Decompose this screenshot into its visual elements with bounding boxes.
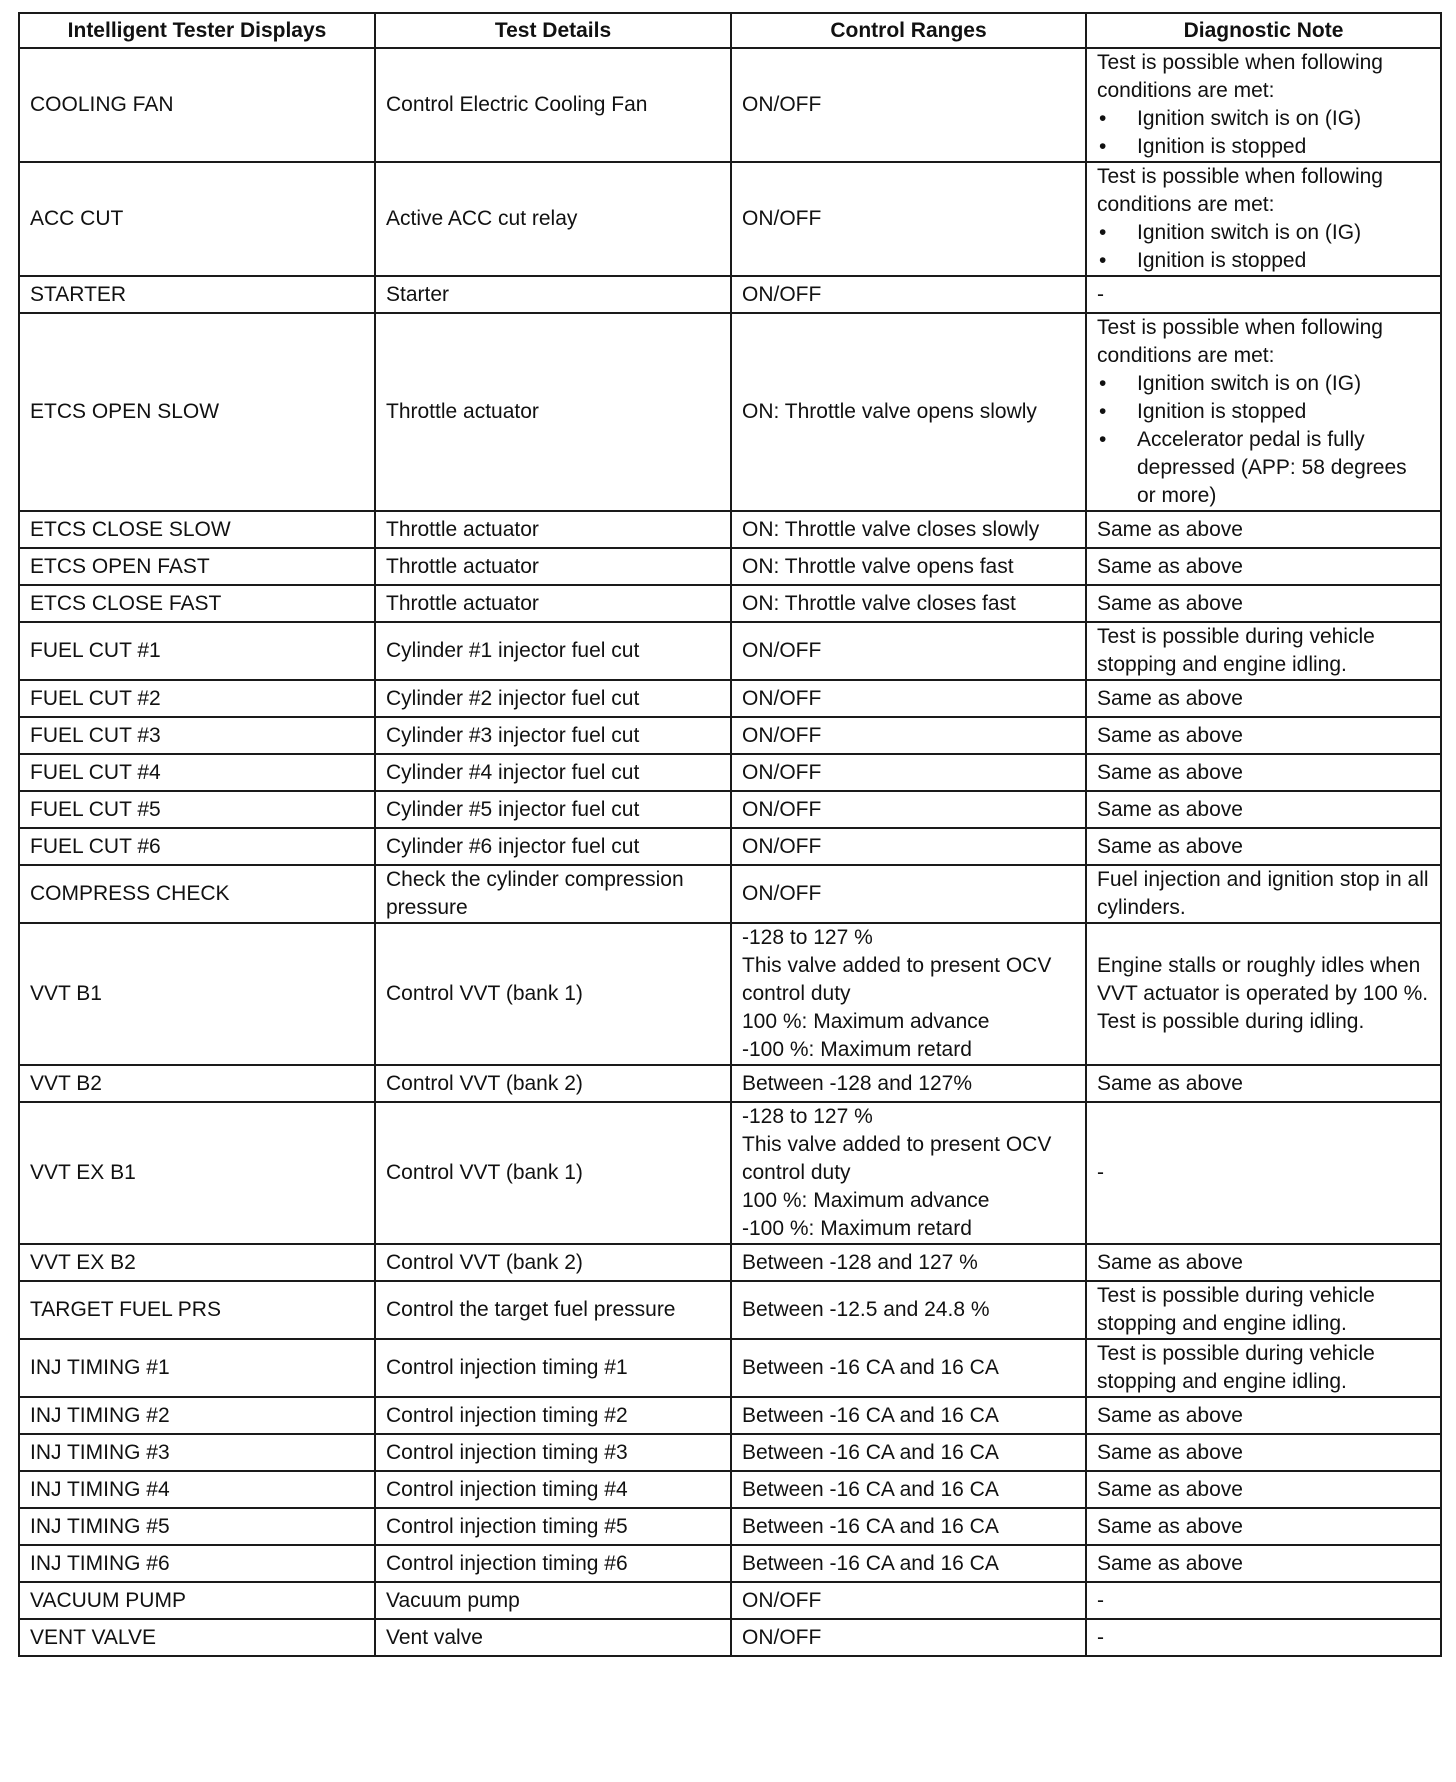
cell-control-range <box>731 276 1086 313</box>
cell-control-range-line: This valve added to present OCV control duty <box>742 954 1052 1005</box>
cell-control-range-line: ON/OFF <box>742 723 822 747</box>
cell-diagnostic-note <box>1086 1471 1441 1508</box>
cell-control-range <box>731 1434 1086 1471</box>
cell-test-details <box>375 1102 731 1244</box>
cell-tester-display: INJ TIMING #2 <box>19 1397 375 1434</box>
table-row <box>19 313 1441 511</box>
cell-control-range-line: Between -16 CA and 16 CA <box>742 1551 999 1575</box>
cell-test-details <box>375 548 731 585</box>
table-row <box>19 276 1441 313</box>
cell-diagnostic-note-line: Test is possible when following conditions are met: <box>1097 165 1383 216</box>
cell-tester-display: VVT EX B1 <box>19 1102 375 1244</box>
cell-test-details-line: Cylinder #4 injector fuel cut <box>386 760 640 784</box>
cell-control-range <box>731 1619 1086 1656</box>
cell-tester-display: INJ TIMING #3 <box>19 1434 375 1471</box>
cell-tester-display: ETCS CLOSE SLOW <box>19 511 375 548</box>
cell-diagnostic-note <box>1086 717 1441 754</box>
cell-test-details-line: Throttle actuator <box>386 400 539 423</box>
table-row <box>19 1582 1441 1619</box>
cell-diagnostic-note-line: Same as above <box>1097 797 1243 821</box>
cell-test-details-line: Throttle actuator <box>386 517 539 541</box>
cell-tester-display: INJ TIMING #4 <box>19 1471 375 1508</box>
header-displays: Intelligent Tester Displays <box>19 13 375 48</box>
cell-test-details <box>375 1244 731 1281</box>
cell-control-range-line: ON/OFF <box>742 93 822 116</box>
cell-control-range-line: ON: Throttle valve closes slowly <box>742 517 1040 541</box>
cell-diagnostic-note-line: Test is possible during vehicle stopping and engine idling. <box>1097 1284 1375 1335</box>
cell-control-range <box>731 1508 1086 1545</box>
cell-test-details-line: Control VVT (bank 1) <box>386 982 583 1005</box>
cell-test-details-line: Control injection timing #4 <box>386 1477 628 1501</box>
cell-control-range-line: ON: Throttle valve opens slowly <box>742 400 1037 423</box>
table-row <box>19 1339 1441 1397</box>
cell-diagnostic-note-line: Same as above <box>1097 1250 1243 1274</box>
cell-test-details <box>375 680 731 717</box>
cell-diagnostic-note-line: Engine stalls or roughly idles when VVT actuator is operated by 100 %. <box>1097 954 1429 1005</box>
cell-test-details-line: Control VVT (bank 2) <box>386 1250 583 1274</box>
cell-test-details <box>375 1281 731 1339</box>
cell-diagnostic-note-line: Same as above <box>1097 1071 1243 1095</box>
cell-control-range <box>731 1582 1086 1619</box>
cell-diagnostic-note <box>1086 923 1441 1065</box>
cell-diagnostic-note-line: Test is possible during vehicle stopping and engine idling. <box>1097 1342 1375 1393</box>
cell-test-details-line: Throttle actuator <box>386 554 539 578</box>
cell-test-details-line: Control injection timing #3 <box>386 1440 628 1464</box>
condition-item: • Ignition is stopped <box>1097 398 1430 426</box>
cell-control-range <box>731 717 1086 754</box>
cell-test-details <box>375 1582 731 1619</box>
cell-tester-display: FUEL CUT #2 <box>19 680 375 717</box>
cell-tester-display: VVT B2 <box>19 1065 375 1102</box>
cell-control-range-line: ON/OFF <box>742 639 822 662</box>
cell-control-range <box>731 923 1086 1065</box>
cell-test-details <box>375 717 731 754</box>
cell-diagnostic-note <box>1086 511 1441 548</box>
cell-diagnostic-note-line: - <box>1097 1161 1104 1184</box>
table-row <box>19 680 1441 717</box>
cell-control-range-line: Between -16 CA and 16 CA <box>742 1514 999 1538</box>
cell-control-range <box>731 754 1086 791</box>
cell-control-range-line: ON/OFF <box>742 760 822 784</box>
cell-diagnostic-note <box>1086 754 1441 791</box>
cell-control-range-line: This valve added to present OCV control duty <box>742 1133 1052 1184</box>
cell-control-range <box>731 1471 1086 1508</box>
cell-diagnostic-note-line: Same as above <box>1097 554 1243 578</box>
cell-diagnostic-note <box>1086 1102 1441 1244</box>
cell-test-details-line: Vent valve <box>386 1625 483 1649</box>
cell-test-details-line: Throttle actuator <box>386 591 539 615</box>
cell-control-range <box>731 622 1086 680</box>
condition-list <box>1097 219 1430 275</box>
cell-diagnostic-note <box>1086 162 1441 276</box>
cell-diagnostic-note <box>1086 1619 1441 1656</box>
cell-test-details <box>375 1065 731 1102</box>
cell-control-range <box>731 1339 1086 1397</box>
cell-diagnostic-note-line: Test is possible during idling. <box>1097 1010 1365 1033</box>
cell-control-range <box>731 162 1086 276</box>
cell-test-details-line: Cylinder #2 injector fuel cut <box>386 686 640 710</box>
cell-test-details <box>375 1397 731 1434</box>
cell-control-range-line: ON/OFF <box>742 1625 822 1649</box>
cell-test-details-line: Control VVT (bank 1) <box>386 1161 583 1184</box>
cell-control-range-line: Between -16 CA and 16 CA <box>742 1356 999 1379</box>
cell-diagnostic-note-line: - <box>1097 1588 1104 1612</box>
condition-item: • Ignition is stopped <box>1097 133 1430 161</box>
cell-control-range <box>731 680 1086 717</box>
table-row <box>19 622 1441 680</box>
cell-test-details-line: Control VVT (bank 2) <box>386 1071 583 1095</box>
cell-test-details <box>375 313 731 511</box>
cell-tester-display: ETCS CLOSE FAST <box>19 585 375 622</box>
cell-test-details-line: Check the cylinder compression pressure <box>386 868 684 919</box>
cell-tester-display: FUEL CUT #3 <box>19 717 375 754</box>
table-row <box>19 1281 1441 1339</box>
table-row <box>19 923 1441 1065</box>
cell-tester-display: VVT EX B2 <box>19 1244 375 1281</box>
table-row <box>19 548 1441 585</box>
cell-test-details <box>375 1508 731 1545</box>
table-row <box>19 511 1441 548</box>
cell-diagnostic-note-line: Test is possible when following conditions are met: <box>1097 51 1383 102</box>
cell-control-range <box>731 865 1086 923</box>
cell-test-details-line: Starter <box>386 282 450 306</box>
cell-diagnostic-note <box>1086 313 1441 511</box>
table-row <box>19 1244 1441 1281</box>
cell-tester-display: COMPRESS CHECK <box>19 865 375 923</box>
cell-diagnostic-note <box>1086 1339 1441 1397</box>
table-row <box>19 1545 1441 1582</box>
cell-test-details-line: Control injection timing #6 <box>386 1551 628 1575</box>
cell-control-range-line: ON: Throttle valve opens fast <box>742 554 1014 578</box>
cell-control-range <box>731 1545 1086 1582</box>
cell-diagnostic-note-line: Test is possible when following conditions are met: <box>1097 316 1383 367</box>
cell-tester-display: STARTER <box>19 276 375 313</box>
cell-control-range <box>731 585 1086 622</box>
header-test-details: Test Details <box>375 13 731 48</box>
cell-test-details <box>375 276 731 313</box>
cell-control-range-line: Between -16 CA and 16 CA <box>742 1440 999 1464</box>
cell-control-range-line: ON: Throttle valve closes fast <box>742 591 1016 615</box>
cell-test-details <box>375 754 731 791</box>
cell-control-range-line: ON/OFF <box>742 1588 822 1612</box>
cell-diagnostic-note-line: Same as above <box>1097 1551 1243 1575</box>
cell-test-details <box>375 48 731 162</box>
cell-test-details-line: Cylinder #6 injector fuel cut <box>386 834 640 858</box>
cell-diagnostic-note <box>1086 585 1441 622</box>
table-row <box>19 1434 1441 1471</box>
cell-control-range <box>731 313 1086 511</box>
cell-test-details-line: Control injection timing #1 <box>386 1356 628 1379</box>
header-row <box>19 13 1441 48</box>
table-body <box>19 48 1441 1656</box>
cell-control-range-line: -100 %: Maximum retard <box>742 1217 972 1240</box>
cell-test-details-line: Active ACC cut relay <box>386 207 578 230</box>
condition-item: • Ignition is stopped <box>1097 247 1430 275</box>
cell-diagnostic-note-line: Same as above <box>1097 1403 1243 1427</box>
table-row <box>19 717 1441 754</box>
cell-control-range-line: Between -16 CA and 16 CA <box>742 1403 999 1427</box>
cell-control-range-line: ON/OFF <box>742 797 822 821</box>
cell-diagnostic-note <box>1086 1582 1441 1619</box>
cell-diagnostic-note <box>1086 622 1441 680</box>
cell-diagnostic-note <box>1086 1244 1441 1281</box>
header-diagnostic-note: Diagnostic Note <box>1086 13 1441 48</box>
cell-control-range-line: -100 %: Maximum retard <box>742 1038 972 1061</box>
condition-item: • Ignition switch is on (IG) <box>1097 105 1430 133</box>
cell-test-details <box>375 923 731 1065</box>
cell-diagnostic-note <box>1086 1397 1441 1434</box>
cell-test-details-line: Vacuum pump <box>386 1588 520 1612</box>
cell-test-details <box>375 791 731 828</box>
table-row <box>19 1471 1441 1508</box>
cell-diagnostic-note <box>1086 1508 1441 1545</box>
cell-control-range-line: 100 %: Maximum advance <box>742 1189 990 1212</box>
cell-test-details <box>375 622 731 680</box>
cell-test-details <box>375 1434 731 1471</box>
cell-diagnostic-note-line: Fuel injection and ignition stop in all cylinders. <box>1097 868 1429 919</box>
cell-test-details <box>375 1339 731 1397</box>
cell-diagnostic-note <box>1086 791 1441 828</box>
table-row <box>19 1065 1441 1102</box>
table-row <box>19 162 1441 276</box>
cell-diagnostic-note-line: Test is possible during vehicle stopping and engine idling. <box>1097 625 1375 676</box>
condition-list <box>1097 105 1430 161</box>
cell-control-range-line: ON/OFF <box>742 686 822 710</box>
cell-diagnostic-note-line: Same as above <box>1097 1514 1243 1538</box>
cell-test-details <box>375 1545 731 1582</box>
cell-test-details-line: Control the target fuel pressure <box>386 1298 676 1321</box>
cell-control-range-line: Between -16 CA and 16 CA <box>742 1477 999 1501</box>
cell-diagnostic-note-line: Same as above <box>1097 834 1243 858</box>
table-row <box>19 1508 1441 1545</box>
cell-diagnostic-note <box>1086 548 1441 585</box>
table-row <box>19 48 1441 162</box>
cell-test-details <box>375 511 731 548</box>
cell-diagnostic-note-line: Same as above <box>1097 760 1243 784</box>
cell-tester-display: ETCS OPEN FAST <box>19 548 375 585</box>
cell-control-range <box>731 1281 1086 1339</box>
cell-diagnostic-note-line: Same as above <box>1097 686 1243 710</box>
cell-control-range-line: ON/OFF <box>742 282 822 306</box>
cell-control-range-line: -128 to 127 % <box>742 926 873 949</box>
cell-diagnostic-note <box>1086 865 1441 923</box>
cell-diagnostic-note <box>1086 1065 1441 1102</box>
cell-control-range-line: Between -128 and 127% <box>742 1071 973 1095</box>
cell-control-range-line: ON/OFF <box>742 882 822 905</box>
cell-test-details <box>375 1619 731 1656</box>
cell-diagnostic-note-line: Same as above <box>1097 591 1243 615</box>
cell-control-range-line: Between -128 and 127 % <box>742 1250 978 1274</box>
cell-control-range-line: 100 %: Maximum advance <box>742 1010 990 1033</box>
cell-control-range <box>731 828 1086 865</box>
cell-diagnostic-note <box>1086 680 1441 717</box>
cell-tester-display: FUEL CUT #4 <box>19 754 375 791</box>
cell-control-range-line: -128 to 127 % <box>742 1105 873 1128</box>
table-row <box>19 865 1441 923</box>
cell-test-details-line: Cylinder #3 injector fuel cut <box>386 723 640 747</box>
cell-test-details <box>375 585 731 622</box>
cell-tester-display: INJ TIMING #5 <box>19 1508 375 1545</box>
cell-control-range <box>731 511 1086 548</box>
cell-tester-display: INJ TIMING #6 <box>19 1545 375 1582</box>
cell-control-range <box>731 1244 1086 1281</box>
cell-diagnostic-note <box>1086 1281 1441 1339</box>
cell-control-range-line: ON/OFF <box>742 207 822 230</box>
condition-list <box>1097 370 1430 510</box>
table-row <box>19 791 1441 828</box>
table-row <box>19 1619 1441 1656</box>
cell-tester-display: COOLING FAN <box>19 48 375 162</box>
table-row <box>19 585 1441 622</box>
cell-diagnostic-note-line: Same as above <box>1097 1440 1243 1464</box>
cell-control-range <box>731 48 1086 162</box>
cell-control-range <box>731 1065 1086 1102</box>
cell-control-range <box>731 548 1086 585</box>
cell-diagnostic-note-line: Same as above <box>1097 1477 1243 1501</box>
table-row <box>19 828 1441 865</box>
cell-test-details <box>375 1471 731 1508</box>
cell-test-details <box>375 865 731 923</box>
cell-test-details-line: Cylinder #5 injector fuel cut <box>386 797 640 821</box>
cell-control-range <box>731 1397 1086 1434</box>
condition-item: • Ignition switch is on (IG) <box>1097 370 1430 398</box>
cell-tester-display: VACUUM PUMP <box>19 1582 375 1619</box>
cell-tester-display: ACC CUT <box>19 162 375 276</box>
table-row <box>19 1397 1441 1434</box>
header-control-ranges: Control Ranges <box>731 13 1086 48</box>
cell-tester-display: TARGET FUEL PRS <box>19 1281 375 1339</box>
cell-diagnostic-note-line: - <box>1097 282 1104 306</box>
active-test-table <box>18 12 1442 1657</box>
cell-test-details <box>375 162 731 276</box>
cell-test-details-line: Cylinder #1 injector fuel cut <box>386 639 640 662</box>
cell-diagnostic-note-line: Same as above <box>1097 517 1243 541</box>
cell-tester-display: FUEL CUT #1 <box>19 622 375 680</box>
cell-tester-display: FUEL CUT #6 <box>19 828 375 865</box>
cell-diagnostic-note-line: Same as above <box>1097 723 1243 747</box>
cell-diagnostic-note <box>1086 48 1441 162</box>
table-row <box>19 754 1441 791</box>
cell-test-details-line: Control injection timing #2 <box>386 1403 628 1427</box>
cell-tester-display: INJ TIMING #1 <box>19 1339 375 1397</box>
condition-item: • Ignition switch is on (IG) <box>1097 219 1430 247</box>
cell-test-details-line: Control Electric Cooling Fan <box>386 93 648 116</box>
cell-diagnostic-note <box>1086 828 1441 865</box>
cell-control-range <box>731 791 1086 828</box>
cell-tester-display: VVT B1 <box>19 923 375 1065</box>
cell-control-range-line: ON/OFF <box>742 834 822 858</box>
cell-diagnostic-note <box>1086 1545 1441 1582</box>
condition-item: • Accelerator pedal is fully depressed (APP: 58 degrees or more) <box>1097 426 1430 510</box>
cell-diagnostic-note <box>1086 276 1441 313</box>
table-row <box>19 1102 1441 1244</box>
cell-tester-display: VENT VALVE <box>19 1619 375 1656</box>
cell-tester-display: FUEL CUT #5 <box>19 791 375 828</box>
cell-diagnostic-note-line: - <box>1097 1625 1104 1649</box>
cell-test-details <box>375 828 731 865</box>
cell-diagnostic-note <box>1086 1434 1441 1471</box>
cell-test-details-line: Control injection timing #5 <box>386 1514 628 1538</box>
cell-control-range-line: Between -12.5 and 24.8 % <box>742 1298 990 1321</box>
cell-tester-display: ETCS OPEN SLOW <box>19 313 375 511</box>
cell-control-range <box>731 1102 1086 1244</box>
